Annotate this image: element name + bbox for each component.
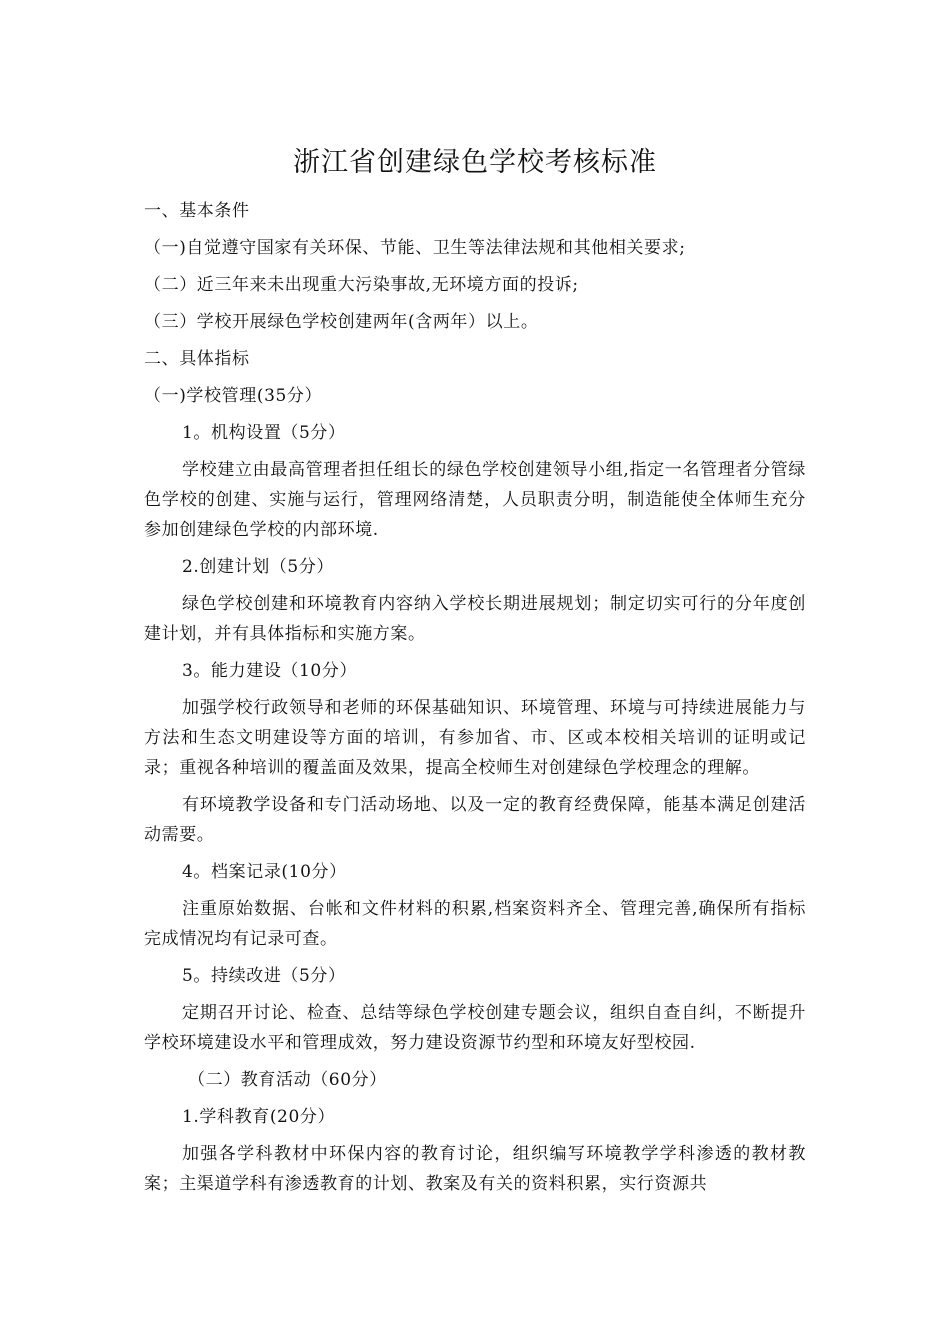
paragraph-capacity-building-2: 有环境教学设备和专门活动场地、以及一定的教育经费保障，能基本满足创建活动需要。 [144,795,806,845]
paragraph-organization-setup: 学校建立由最高管理者担任组长的绿色学校创建领导小组,指定一名管理者分管绿色学校的创建、实施与运行，管理网络清楚，人员职责分明，制造能使全体师生充分参加创建绿色学校的内部环境. [144,460,806,540]
paragraph-capacity-building-1: 加强学校行政领导和老师的环保基础知识、环境管理、环境与可持续进展能力与方法和生态文明建设等方面的培训，有参加省、市、区或本校相关培训的证明或记录；重视各种培训的覆盖面及效果，提高全校师生对创建绿色学校理念的理解。 [144,698,806,778]
section-heading-basic-conditions: 一、基本条件 [144,201,250,221]
paragraph-creation-plan: 绿色学校创建和环境教育内容纳入学校长期进展规划；制定切实可行的分年度创建计划，并有具体指标和实施方案。 [144,594,806,644]
subsection-education-activities: （二）教育活动（60分） [188,1070,387,1090]
paragraph-archive-records: 注重原始数据、台帐和文件材料的积累,档案资料齐全、管理完善,确保所有指标完成情况均有记录可查。 [144,899,806,949]
document-body [144,196,806,1199]
item-capacity-building: 3。能力建设（10分） [182,661,358,681]
item-archive-records: 4。档案记录(10分） [182,862,347,882]
item-continuous-improvement: 5。持续改进（5分） [182,966,346,986]
item-organization-setup: 1。机构设置（5分） [182,423,346,443]
basic-condition-2: （二）近三年来未出现重大污染事故,无环境方面的投诉; [144,275,579,295]
basic-condition-3: （三）学校开展绿色学校创建两年(含两年）以上。 [144,312,539,332]
basic-condition-1: （一)自觉遵守国家有关环保、节能、卫生等法律法规和其他相关要求; [144,238,686,258]
document-title: 浙江省创建绿色学校考核标准 [293,147,657,178]
subsection-school-management: （一)学校管理(35分） [144,386,323,406]
paragraph-subject-education: 加强各学科教材中环保内容的教育讨论，组织编写环境教学学科渗透的教材教案；主渠道学科有渗透教育的计划、教案及有关的资料积累，实行资源共 [144,1144,806,1194]
section-heading-specific-indicators: 二、具体指标 [144,349,250,369]
item-subject-education: 1.学科教育(20分） [182,1107,336,1127]
item-creation-plan: 2.创建计划（5分） [182,557,335,577]
paragraph-continuous-improvement: 定期召开讨论、检查、总结等绿色学校创建专题会议，组织自查自纠，不断提升学校环境建设水平和管理成效，努力建设资源节约型和环境友好型校园. [144,1003,806,1053]
